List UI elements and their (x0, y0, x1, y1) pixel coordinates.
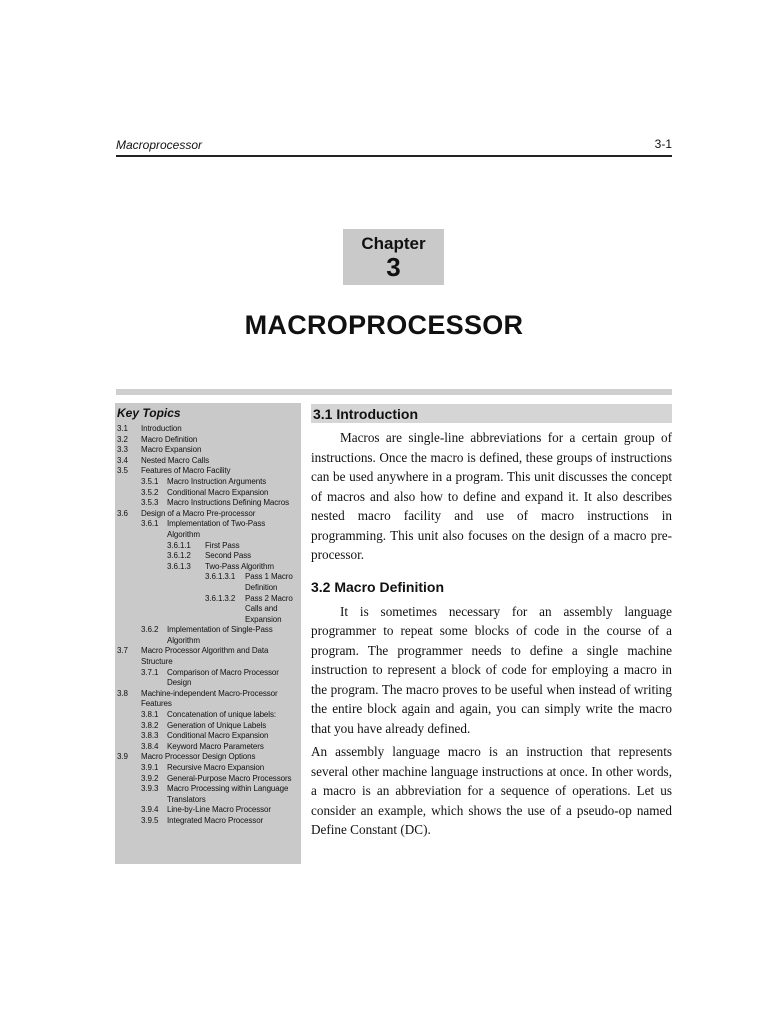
key-topic-label: Features of Macro Facility (141, 466, 231, 476)
key-topic-number: 3.6.1.1 (167, 540, 191, 550)
key-topic-label: Nested Macro Calls (141, 455, 210, 465)
key-topic-number: 3.9.1 (141, 763, 159, 772)
key-topic-item (117, 488, 297, 499)
key-topic-number: 3.8.4 (141, 741, 159, 751)
key-topic-label: Conditional Macro Expansion (167, 487, 269, 497)
key-topic-item (117, 562, 297, 573)
chapter-title: MACROPROCESSOR (244, 310, 524, 340)
key-topic-number: 3.5.3 (141, 498, 159, 508)
key-topic-label: Pass 2 Macro Calls and Expansion (245, 593, 293, 624)
key-topic-label: Macro Expansion (141, 445, 202, 455)
key-topic-number: 3.8 (117, 688, 128, 698)
key-topics-list (117, 424, 297, 827)
page-number: 3-1 (654, 137, 672, 151)
running-header-title: Macroprocessor (116, 138, 203, 152)
key-topic-number: 3.9.4 (141, 805, 159, 815)
section-divider (116, 389, 672, 395)
key-topic-number: 3.7 (117, 646, 128, 656)
key-topic-number: 3.8.1 (141, 710, 159, 720)
chapter-box (343, 229, 444, 285)
key-topic-number: 3.2 (117, 434, 128, 444)
key-topic-item (117, 774, 297, 785)
key-topic-item (117, 625, 297, 646)
key-topic-item (117, 466, 297, 477)
key-topic-number: 3.6.2 (141, 625, 159, 635)
key-topic-item (117, 689, 297, 710)
chapter-label: Chapter (361, 234, 426, 253)
key-topic-item (117, 816, 297, 827)
key-topic-number: 3.8.3 (141, 731, 159, 741)
key-topic-number: 3.9.3 (141, 784, 159, 794)
key-topic-label: Implementation of Single-Pass Algorithm (167, 625, 273, 645)
chapter-number: 3 (386, 252, 401, 282)
key-topic-number: 3.5 (117, 466, 128, 476)
key-topic-label: Line-by-Line Macro Processor (167, 805, 271, 815)
section-heading: 3.2 Macro Definition (311, 578, 445, 595)
header-rule (116, 155, 672, 157)
key-topic-label: Second Pass (205, 551, 252, 561)
key-topic-item (117, 668, 297, 689)
key-topic-number: 3.6.1 (141, 519, 159, 529)
key-topic-item (117, 763, 297, 774)
key-topic-number: 3.9.5 (141, 815, 159, 825)
key-topic-item (117, 477, 297, 488)
key-topic-item (117, 551, 297, 562)
key-topic-item (117, 572, 297, 593)
key-topic-item (117, 509, 297, 520)
key-topic-number: 3.7.1 (141, 667, 159, 677)
key-topic-number: 3.4 (117, 455, 128, 465)
key-topic-number: 3.1 (117, 424, 128, 433)
key-topic-label: Machine-independent Macro-Processor Features (141, 688, 278, 709)
key-topic-item (117, 498, 297, 509)
key-topic-label: Comparison of Macro Processor Design (167, 667, 279, 688)
key-topic-label: First Pass (205, 540, 240, 550)
key-topic-number: 3.5.1 (141, 476, 159, 486)
key-topic-item (117, 784, 297, 805)
section-heading: 3.1 Introduction (311, 404, 672, 423)
key-topic-item (117, 805, 297, 816)
key-topic-label: Conditional Macro Expansion (167, 731, 269, 741)
key-topic-item (117, 424, 297, 435)
key-topic-item (117, 752, 297, 763)
key-topic-item (117, 721, 297, 732)
key-topic-label: Macro Processing within Language Translators (167, 784, 289, 804)
key-topic-number: 3.6.1.2 (167, 551, 191, 561)
key-topic-item (117, 541, 297, 552)
key-topics-box (115, 403, 301, 864)
key-topic-label: Two-Pass Algorithm (205, 561, 274, 571)
key-topic-label: Macro Processor Design Options (141, 752, 256, 762)
key-topic-label: Implementation of Two-Pass Algorithm (167, 519, 266, 539)
key-topics-heading: Key Topics (117, 406, 181, 420)
key-topic-item (117, 742, 297, 753)
key-topic-number: 3.6.1.3.2 (205, 593, 236, 603)
key-topic-label: Integrated Macro Processor (167, 815, 264, 825)
key-topic-item (117, 594, 297, 626)
key-topic-label: Recursive Macro Expansion (167, 763, 265, 772)
key-topic-number: 3.9 (117, 752, 128, 762)
key-topic-number: 3.6.1.3 (167, 561, 191, 571)
paragraph: An assembly language macro is an instruction that represents several other machine language instructions at once. In other words, a macro is an abbreviation for a sequence of operations. Let us consider an example, which shows the use of a pseudo-op named Define Constant (DC). (311, 744, 672, 837)
key-topic-item (117, 731, 297, 742)
key-topic-number: 3.3 (117, 445, 128, 455)
key-topic-number: 3.9.2 (141, 773, 159, 783)
key-topic-number: 3.6.1.3.1 (205, 572, 236, 582)
key-topic-item (117, 445, 297, 456)
key-topic-label: Macro Instruction Arguments (167, 476, 267, 486)
key-topic-number: 3.8.2 (141, 720, 159, 730)
key-topic-label: Keyword Macro Parameters (167, 741, 264, 751)
key-topic-label: General-Purpose Macro Processors (167, 773, 292, 783)
key-topic-label: Macro Definition (141, 434, 198, 444)
key-topic-label: Macro Instructions Defining Macros (167, 498, 289, 508)
key-topic-number: 3.6 (117, 508, 128, 518)
key-topic-item (117, 519, 297, 540)
key-topic-label: Pass 1 Macro Definition (245, 572, 293, 592)
key-topic-label: Generation of Unique Labels (167, 720, 267, 730)
key-topic-label: Introduction (141, 424, 182, 433)
paragraph: It is sometimes necessary for an assembly language programmer to repeat some blocks of code in the course of a program. The programmer needs to define a single machine instruction to represent a block of code for employing a macro in the program. The macro proves to be useful when instead of writing the entire block again and again, you can simply write the macro that you have already defined. (311, 603, 672, 736)
key-topic-label: Concatenation of unique labels: (167, 710, 276, 720)
key-topic-item (117, 456, 297, 467)
key-topic-item (117, 710, 297, 721)
key-topic-item (117, 646, 297, 667)
main-column (311, 404, 672, 840)
key-topic-label: Macro Processor Algorithm and Data Structure (141, 646, 269, 667)
paragraph: Macros are single-line abbreviations for a certain group of instructions. Once the macro is defined, these groups of instructions can be used anywhere in a program. This unit discusses the concept of macros and also how to define and expand it. It also describes nested macro facility and use of macro instructions in programming. This unit also focuses on the design of a macro pre-processor. (311, 430, 672, 562)
key-topic-item (117, 435, 297, 446)
key-topic-number: 3.5.2 (141, 487, 159, 497)
key-topic-label: Design of a Macro Pre-processor (141, 508, 256, 518)
